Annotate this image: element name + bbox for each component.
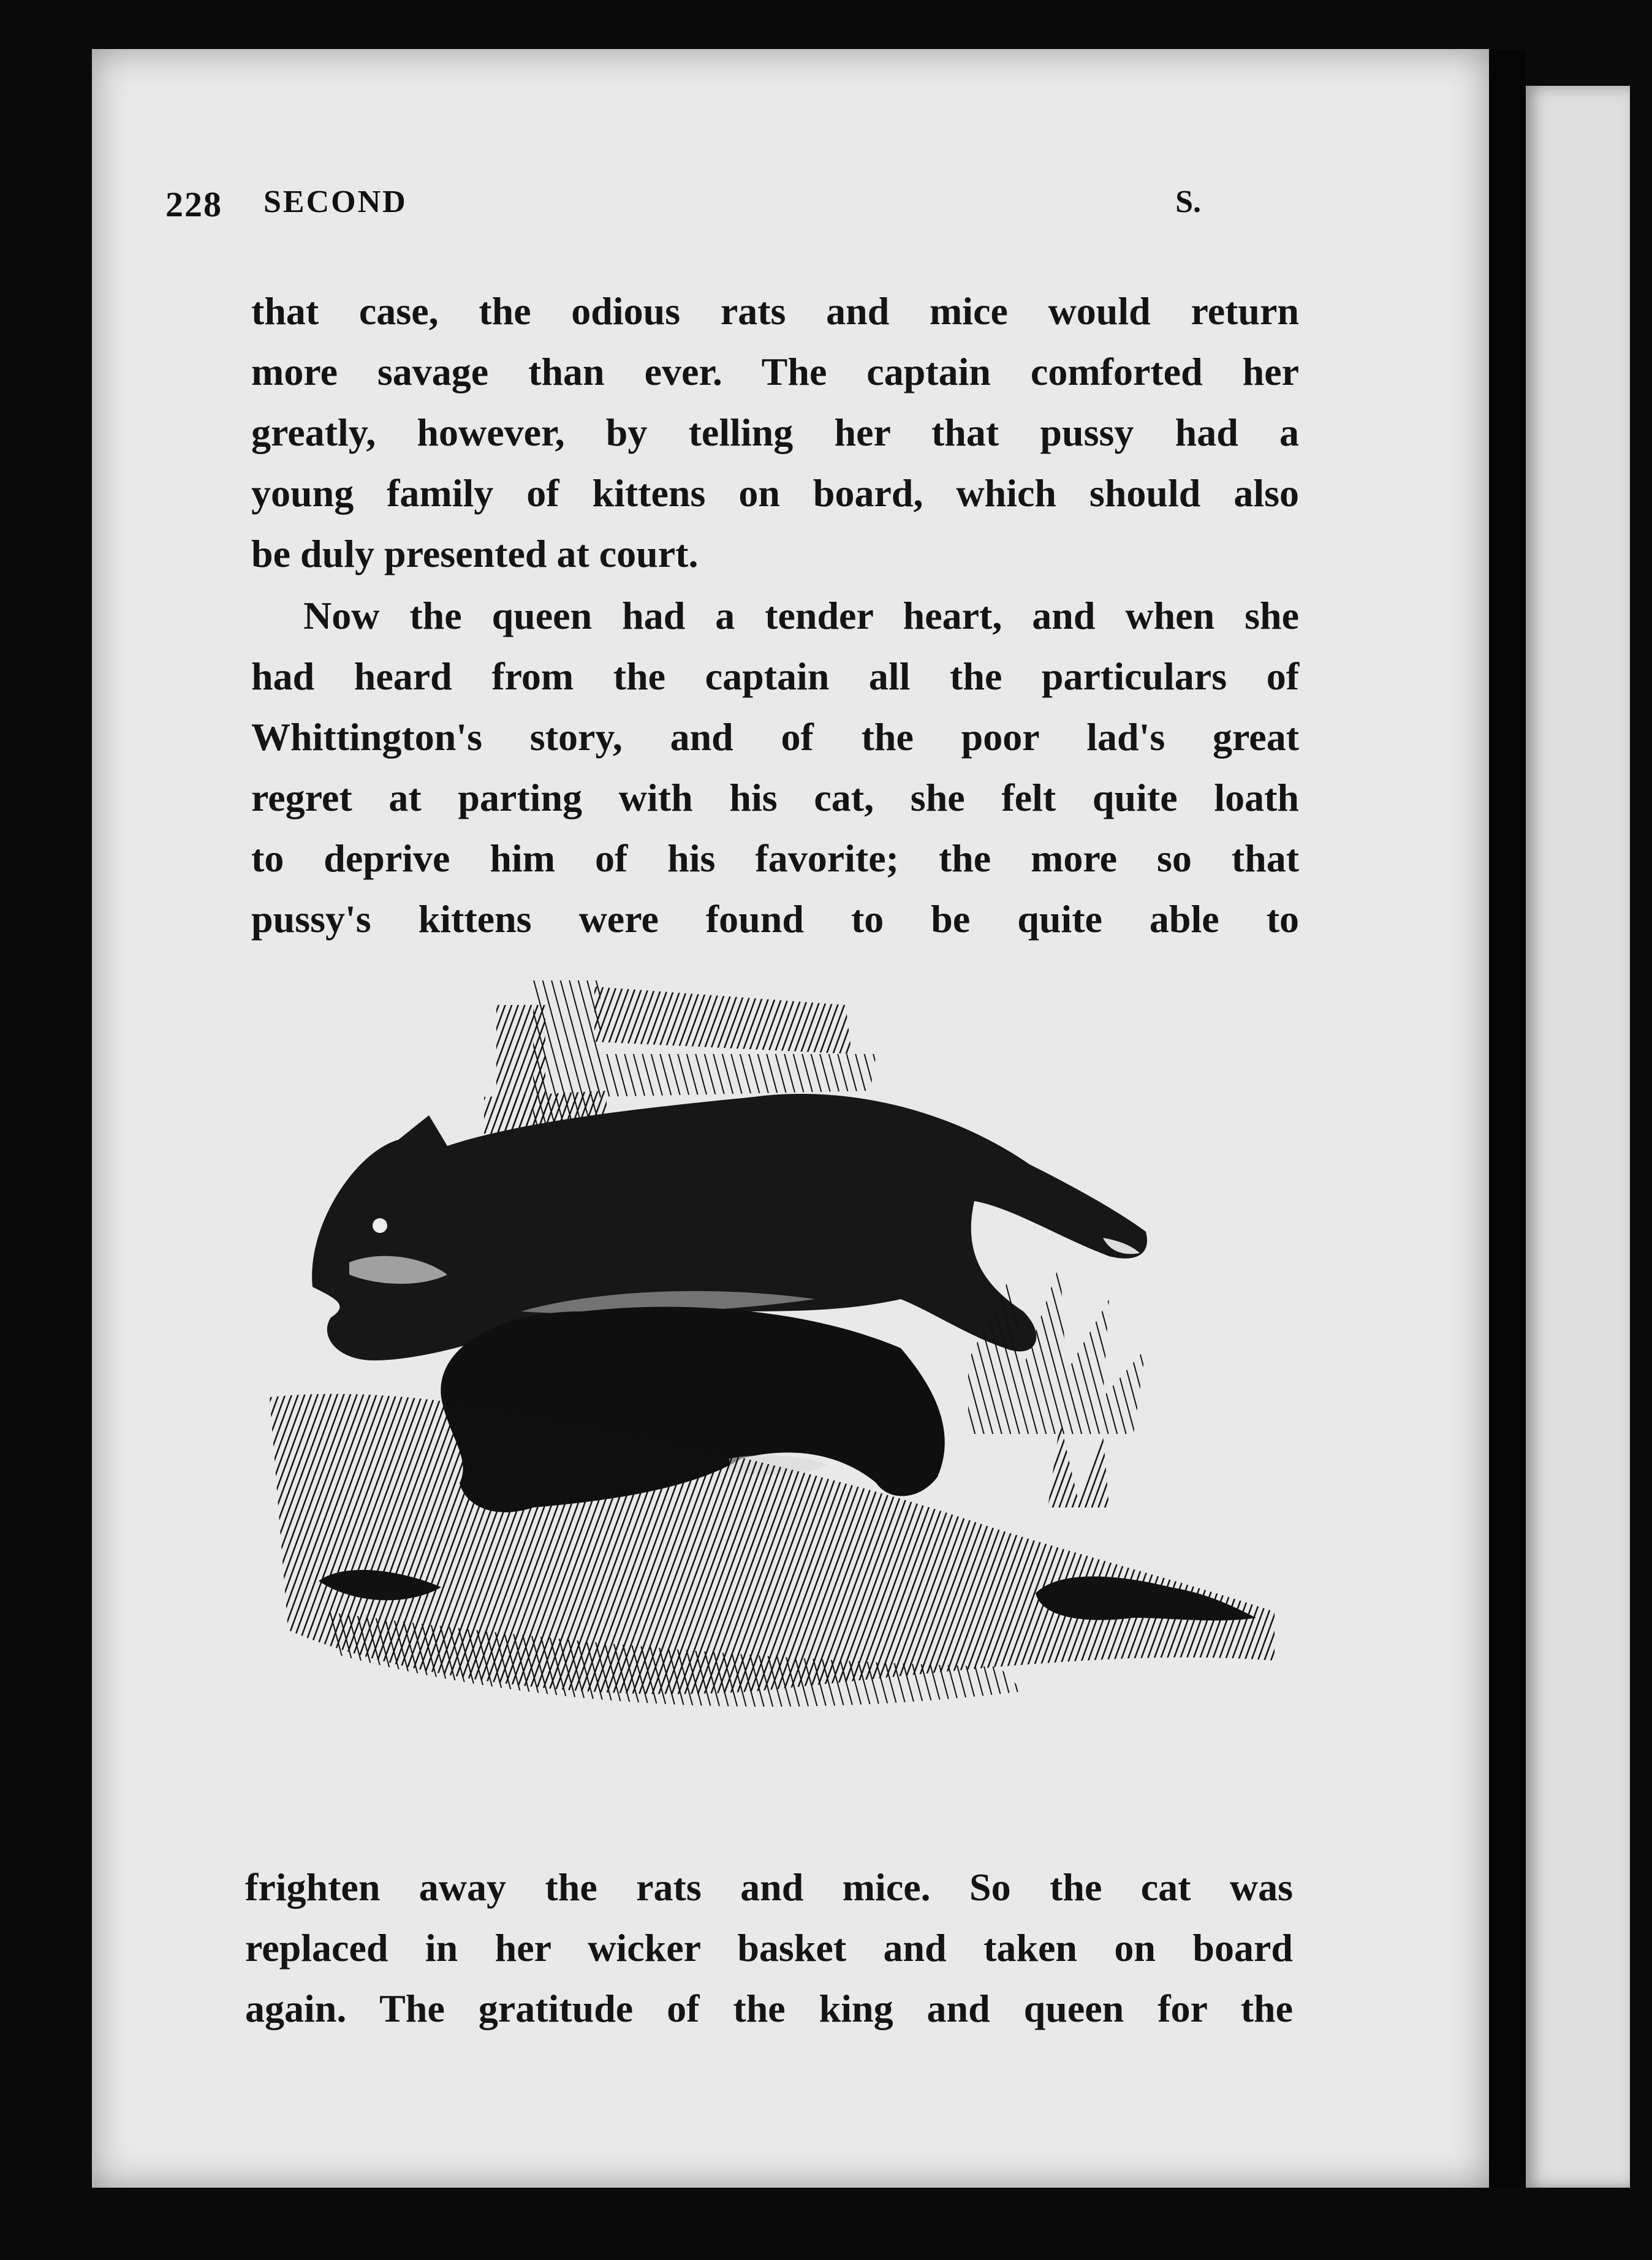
text-line: be duly presented at court. [251, 532, 699, 575]
text-line: that case, the odious rats and mice would return [251, 289, 1299, 333]
paragraph-3 [245, 1857, 1293, 2039]
facing-page-edge [1526, 86, 1630, 2188]
text-line: had heard from the captain all the particulars of [251, 654, 1299, 698]
text-line: regret at parting with his cat, she felt quite loath [251, 776, 1299, 819]
page-gutter [1489, 49, 1526, 2188]
text-line: to deprive him of his favorite; the more so that [251, 836, 1299, 880]
cat-illustration [263, 968, 1305, 1838]
text-line: frighten away the rats and mice. So the cat was [245, 1865, 1293, 1909]
text-line: greatly, however, by telling her that pussy had a [251, 411, 1299, 454]
text-line: again. The gratitude of the king and queen for the [245, 1987, 1293, 2030]
text-line: pussy's kittens were found to be quite able to [251, 897, 1299, 941]
text-line: young family of kittens on board, which should also [251, 471, 1299, 515]
running-header [165, 184, 1201, 233]
text-line: more savage than ever. The captain comforted her [251, 350, 1299, 393]
paragraph-2 [251, 585, 1299, 949]
text-line: Whittington's story, and of the poor lad's great [251, 715, 1299, 759]
running-title-end: S. [1175, 184, 1201, 219]
page-number: 228 [165, 184, 222, 224]
text-line: replaced in her wicker basket and taken on board [245, 1926, 1293, 1970]
running-title: SECOND [263, 184, 407, 219]
text-line: Now the queen had a tender heart, and when she [303, 594, 1299, 637]
paragraph-1 [251, 281, 1299, 584]
